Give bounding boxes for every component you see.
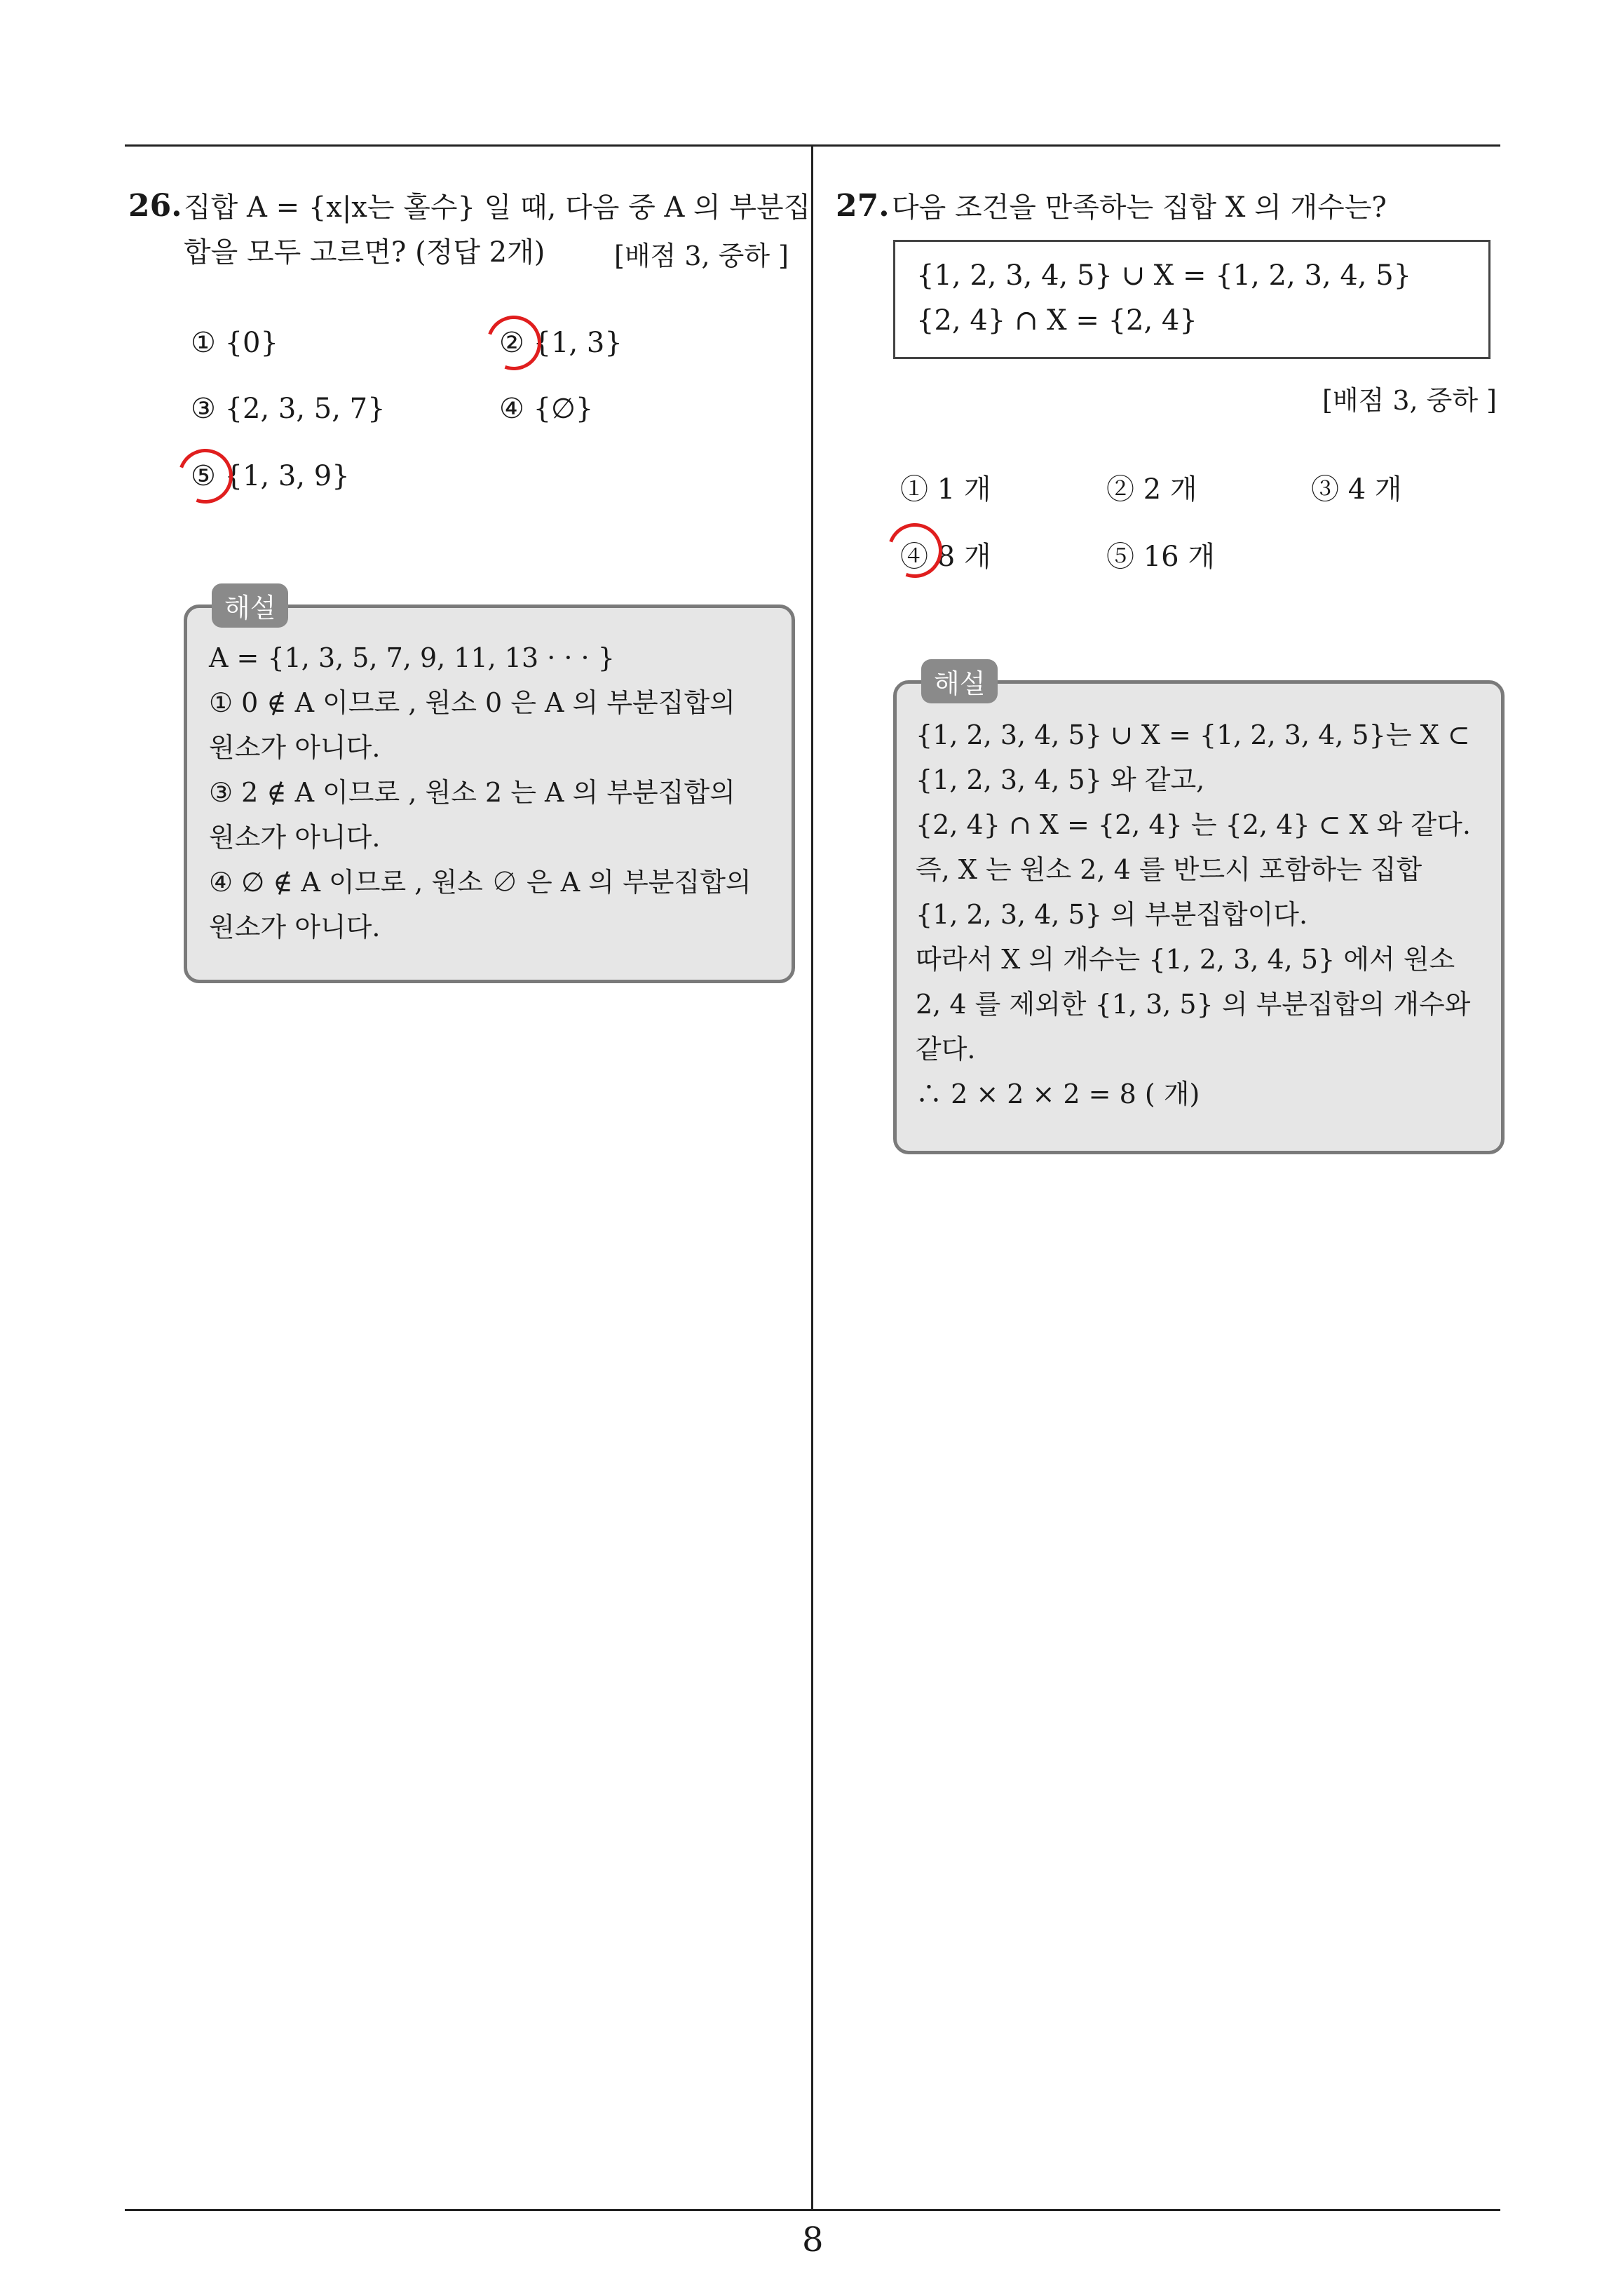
explanation-text	[209, 635, 752, 950]
option-5[interactable]: ⑤ 16 개	[1106, 541, 1215, 573]
explanation-line: A = {1, 3, 5, 7, 9, 11, 13 · · · }	[209, 642, 615, 673]
option-2[interactable]: ② {1, 3}	[499, 327, 623, 359]
explanation-line: ③ 2 ∉ A 이므로 , 원소 2 는 A 의 부분집합의	[209, 777, 735, 808]
explanation-line: {1, 2, 3, 4, 5} ∪ X = {1, 2, 3, 4, 5}는 X ⊂	[916, 720, 1470, 750]
option-4[interactable]: ④ 8 개	[900, 541, 991, 573]
option-3[interactable]: ③ 4 개	[1311, 473, 1402, 506]
condition-line: {2, 4} ∩ X = {2, 4}	[916, 304, 1197, 337]
option-5[interactable]: ⑤ {1, 3, 9}	[191, 460, 350, 492]
explanation-line: 따라서 X 의 개수는 {1, 2, 3, 4, 5} 에서 원소	[916, 944, 1455, 975]
explanation-tag: 해설	[212, 583, 288, 628]
question-text-line2: 합을 모두 고르면? (정답 2개)	[184, 236, 545, 269]
explanation-line: 즉, X 는 원소 2, 4 를 반드시 포함하는 집합	[916, 854, 1422, 885]
question-number: 27.	[836, 188, 890, 224]
bottom-rule	[125, 2209, 1500, 2211]
explanation-line: 원소가 아니다.	[209, 822, 381, 853]
option-1[interactable]: ① {0}	[191, 327, 278, 359]
explanation-line: 같다.	[916, 1034, 976, 1065]
explanation-line: {1, 2, 3, 4, 5} 의 부분집합이다.	[916, 899, 1308, 930]
explanation-line: 원소가 아니다.	[209, 732, 381, 763]
explanation-tag: 해설	[921, 659, 998, 703]
explanation-line: {1, 2, 3, 4, 5} 와 같고,	[916, 764, 1205, 795]
question-text-line1: 다음 조건을 만족하는 집합 X 의 개수는?	[892, 191, 1387, 224]
answer-mark-circle	[169, 440, 242, 513]
answer-mark-circle	[878, 514, 951, 587]
explanation-line: ∴ 2 × 2 × 2 = 8 ( 개)	[916, 1079, 1200, 1109]
explanation-line: 2, 4 를 제외한 {1, 3, 5} 의 부분집합의 개수와	[916, 989, 1471, 1020]
column-divider	[811, 144, 813, 2210]
option-3[interactable]: ③ {2, 3, 5, 7}	[191, 393, 386, 425]
explanation-line: ④ ∅ ∉ A 이므로 , 원소 ∅ 은 A 의 부분집합의	[209, 867, 752, 898]
answer-mark-circle	[477, 306, 550, 379]
question-number: 26.	[128, 188, 182, 224]
question-text-line1: 집합 A = {x|x는 홀수} 일 때, 다음 중 A 의 부분집	[184, 191, 811, 224]
condition-line: {1, 2, 3, 4, 5} ∪ X = {1, 2, 3, 4, 5}	[916, 259, 1412, 292]
explanation-line: ① 0 ∉ A 이므로 , 원소 0 은 A 의 부분집합의	[209, 687, 735, 718]
conditions-box	[893, 240, 1490, 359]
page-number: 8	[802, 2220, 824, 2260]
explanation-line: 원소가 아니다.	[209, 912, 381, 943]
option-1[interactable]: ① 1 개	[900, 473, 991, 506]
explanation-text	[916, 713, 1471, 1116]
option-4[interactable]: ④ {∅}	[499, 393, 594, 425]
score-label: [배점 3, 중하 ]	[1322, 385, 1497, 416]
option-2[interactable]: ② 2 개	[1106, 473, 1197, 506]
explanation-line: {2, 4} ∩ X = {2, 4} 는 {2, 4} ⊂ X 와 같다.	[916, 809, 1471, 840]
score-label: [배점 3, 중하 ]	[614, 241, 789, 271]
